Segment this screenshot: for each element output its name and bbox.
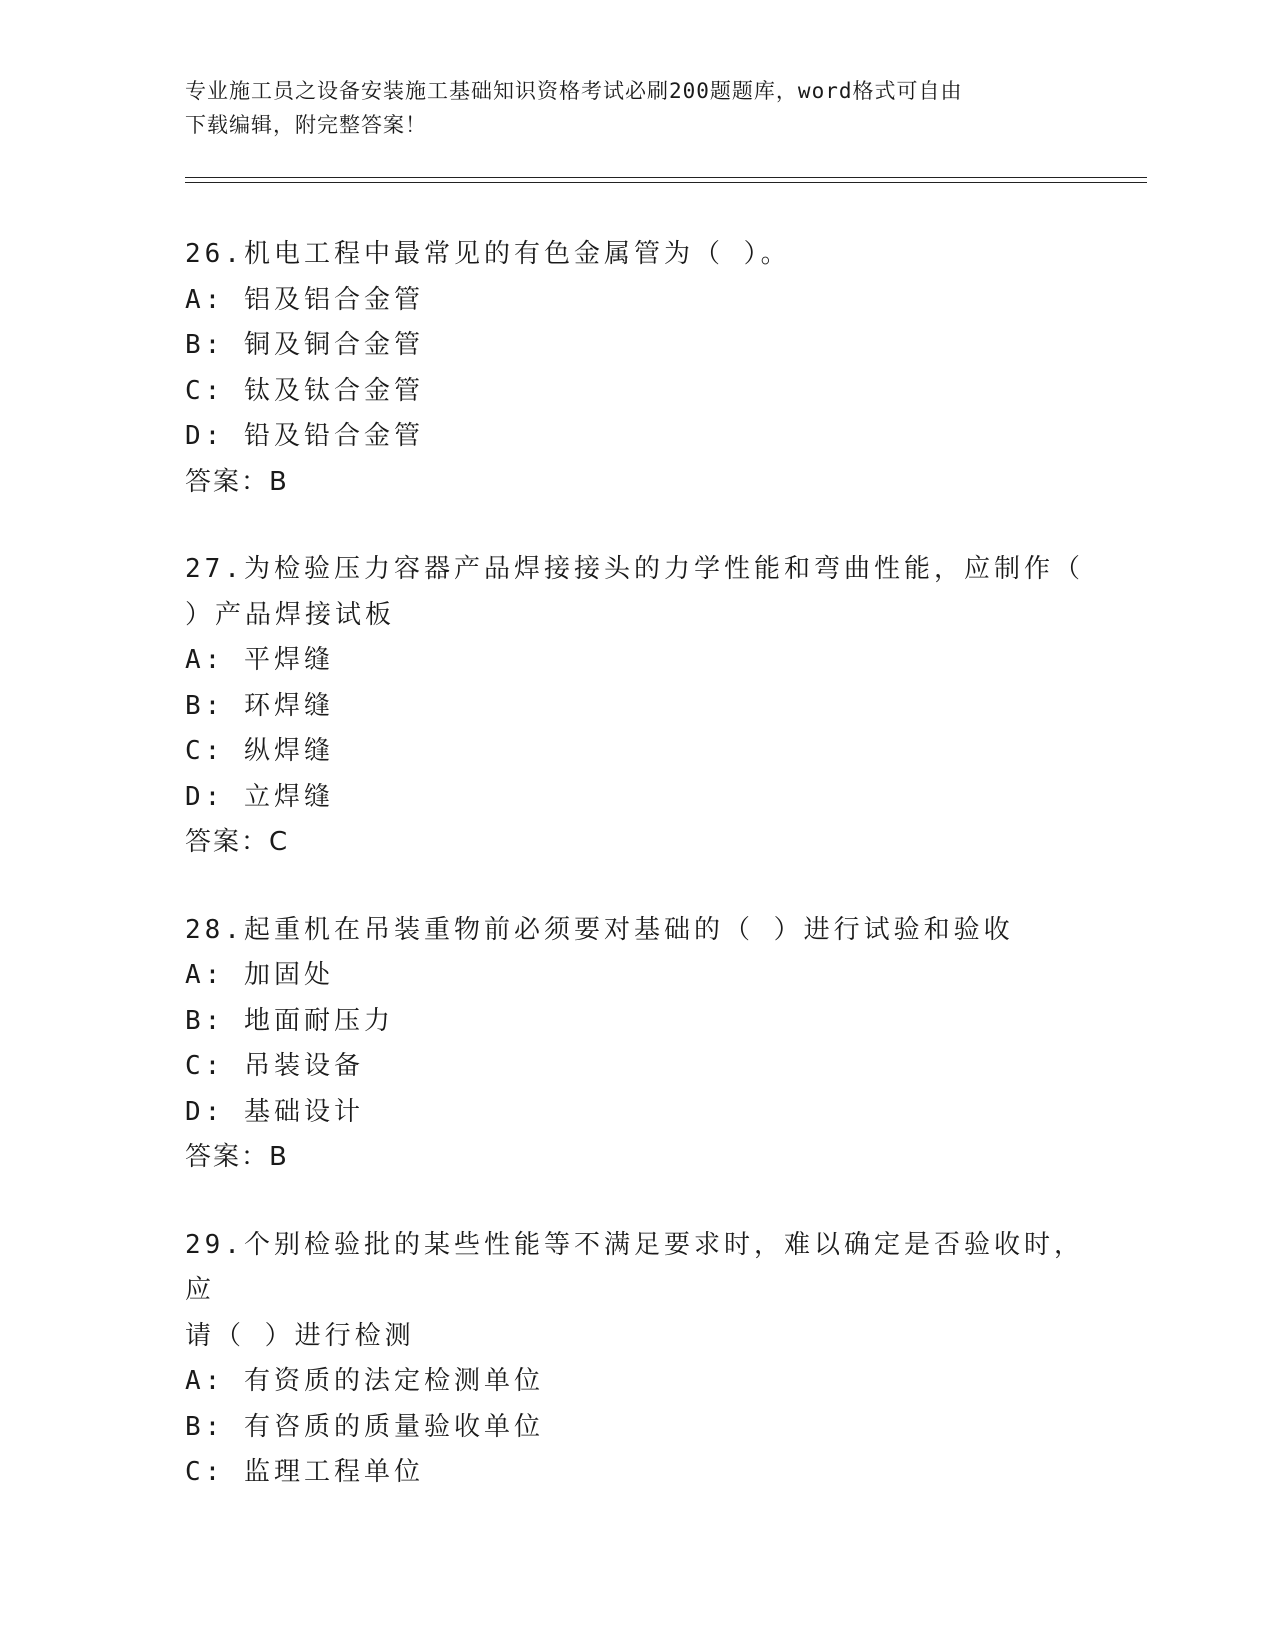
option-c: C: 纵焊缝	[185, 736, 334, 766]
option-c: C: 吊装设备	[185, 1051, 364, 1081]
answer: 答案：C	[185, 827, 290, 857]
option-a: A: 平焊缝	[185, 645, 334, 675]
option-b: B: 铜及铜合金管	[185, 330, 424, 360]
option-a: A: 有资质的法定检测单位	[185, 1366, 544, 1396]
question-list	[185, 232, 1085, 1538]
header-line-2: 下载编辑，附完整答案！	[185, 113, 427, 137]
answer: 答案：B	[185, 1142, 289, 1172]
question-text: 27.为检验压力容器产品焊接接头的力学性能和弯曲性能，应制作（	[185, 554, 1084, 584]
question-text-continued: ）产品焊接试板	[185, 599, 396, 630]
header-line-1: 专业施工员之设备安装施工基础知识资格考试必刷200题题库，word格式可自由	[185, 79, 963, 103]
option-c: C: 监理工程单位	[185, 1457, 424, 1487]
question-26	[185, 232, 1085, 505]
answer: 答案：B	[185, 466, 289, 497]
option-b: B: 有咨质的质量验收单位	[185, 1411, 544, 1442]
header-rule-top	[185, 177, 1147, 178]
option-a: A: 铝及铝合金管	[185, 284, 424, 315]
question-text: 26.机电工程中最常见的有色金属管为（ ）。	[185, 239, 791, 269]
document-header	[185, 74, 1085, 142]
question-27	[185, 547, 1085, 866]
question-29	[185, 1223, 1085, 1496]
option-d: D: 立焊缝	[185, 781, 334, 812]
option-d: D: 铅及铅合金管	[185, 421, 424, 451]
option-b: B: 环焊缝	[185, 690, 334, 721]
option-c: C: 钛及钛合金管	[185, 375, 424, 406]
question-28	[185, 908, 1085, 1181]
option-d: D: 基础设计	[185, 1096, 364, 1127]
question-text-continued: 请（ ）进行检测	[185, 1320, 415, 1351]
question-text: 28.起重机在吊装重物前必须要对基础的（ ）进行试验和验收	[185, 914, 1014, 945]
question-text: 29.个别检验批的某些性能等不满足要求时，难以确定是否验收时，应	[185, 1229, 1084, 1305]
option-b: B: 地面耐压力	[185, 1005, 394, 1036]
option-a: A: 加固处	[185, 960, 334, 990]
header-rule-bottom	[185, 182, 1147, 183]
